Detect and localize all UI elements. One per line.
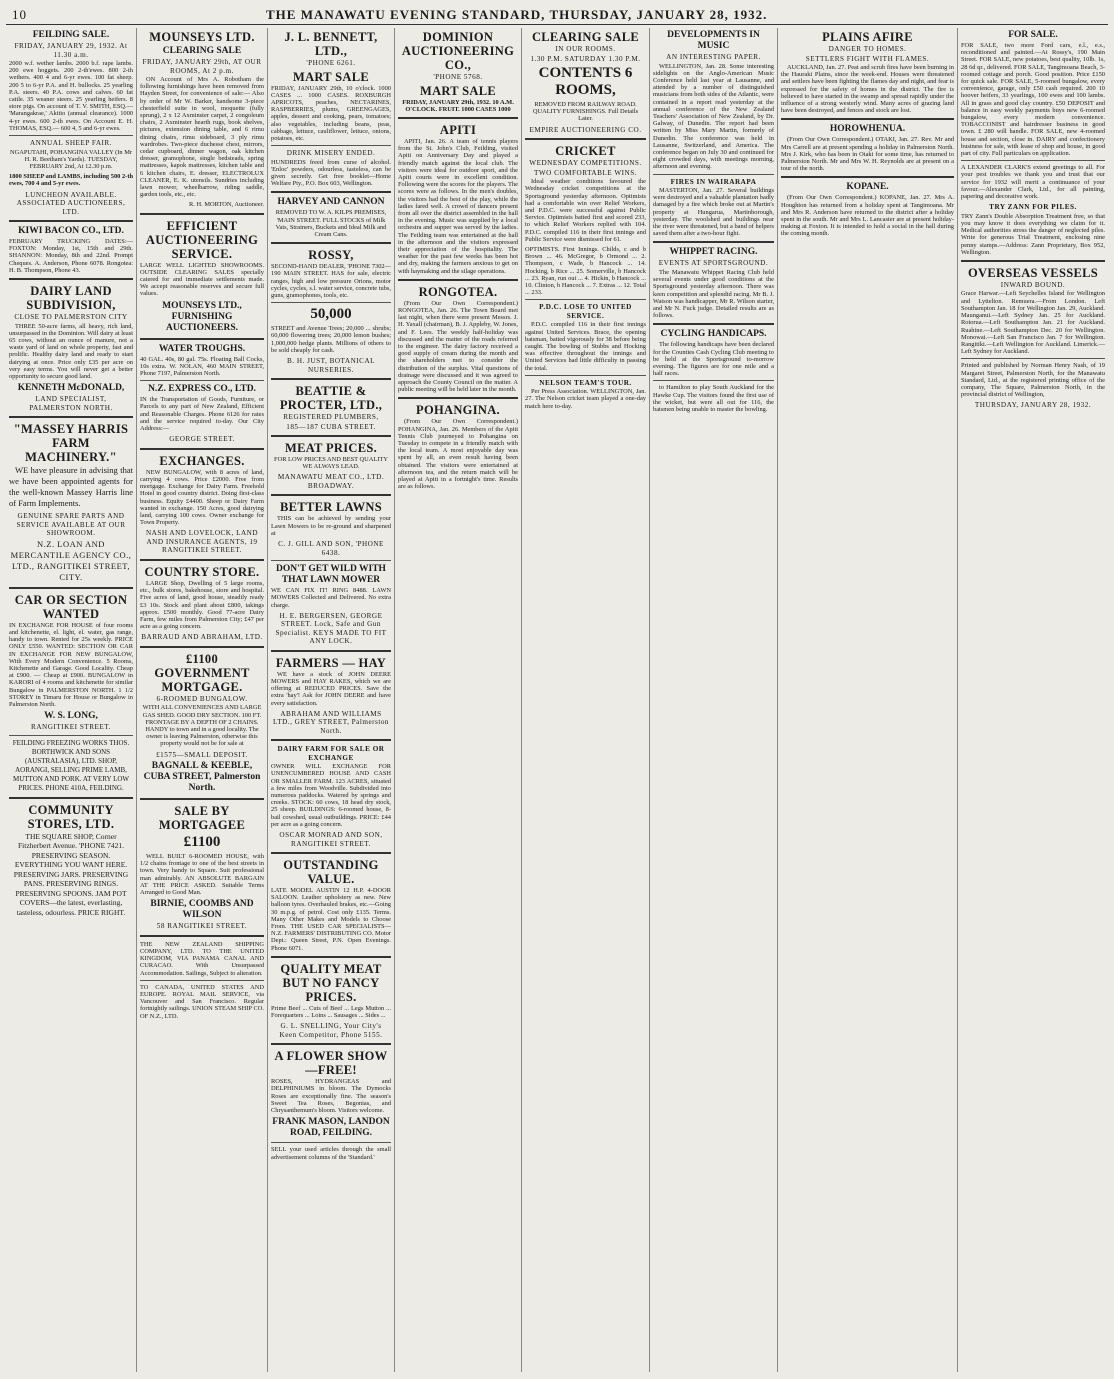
- divider: [140, 646, 264, 648]
- article-headline: DEVELOPMENTS IN MUSIC: [667, 30, 760, 51]
- ad-footer: ABRAHAM AND WILLIAMS LTD., GREY STREET, Palmerston North.: [272, 709, 390, 735]
- ad-title: ROSSY,: [308, 248, 354, 263]
- ad-body: THE SQUARE SHOP, Corner Fitzherbert Avenue. 'PHONE 7421. PRESERVING SEASON. EVERYTHING YOU WANT HERE. PRESERVING JARS. PRESERVING PANS. PRESERVING RINGS. PRESERVING SPOONS. JAM POT COVERS—the latest, everlasting, tasteless, odourless. PRICE RIGHT.: [13, 831, 129, 917]
- article-body: (From Our Own Correspondent.) POHANGINA, Jan. 26. Members of the Apiti Tennis Club journeyed to Pohangina on Tuesday to compete in a friendly match with the local team. A most enjoyable day was spent by all, an even result having been obtained. The visitors were entertained at afternoon tea, and the return match will be played at Apiti in a fortnight's time. Results are as follows.: [398, 418, 518, 491]
- divider: [140, 448, 264, 450]
- divider: [961, 358, 1105, 359]
- ad-body: WE have pleasure in advising that we have been appointed agents for the well-known Massey Harris line of Farm Implements.: [9, 465, 133, 509]
- divider: [140, 935, 264, 937]
- ad-body: REMOVED FROM RAILWAY ROAD. QUALITY FURNISHINGS. Full Details Later.: [532, 101, 639, 123]
- divider: [271, 494, 391, 496]
- ad-body: ON Account of Mrs A. Robotham the following furnishings have been removed from Hayden Street, for convenience of sale:— Also by order of Mr W. Barker, handsome 3-piece chesterfield suite in wool, moquette (fully sprung), 2 x 12 Axminster carpet, 2 congoleum chairs, 2 Axminster hearth rugs, book shelves, pictures, extension dining table, and 6 rimu dining chairs, rimu sideboard, 3 ply rimu wardrobes. Two-piece duchesse chest, mirrors, cedar cupboard, dinner wagon, oak kitchen dresser, gramophone, single bedsteads, spring mattresses, kapok mattresses, kitchen table and 6 kitchen chairs, E. dresser, ELECTROLUX CLEANER, E. K. utensils. Sundries including lawn mower, wheelbarrow, riding saddle, garden tools, etc., etc.: [140, 76, 264, 199]
- ad-title: BEATTIE & PROCTER, LTD.,: [279, 384, 383, 413]
- ad-title: £1100 GOVERNMENT MORTGAGE.: [154, 651, 250, 694]
- ad-title: ANNUAL SHEEP FAIR.: [29, 139, 112, 148]
- divider: [271, 378, 391, 380]
- divider: [653, 323, 774, 325]
- ad-footer: MOUNSEYS LTD., FURNISHING AUCTIONEERS.: [162, 300, 242, 333]
- ad-title: CAR OR SECTION WANTED: [14, 592, 128, 621]
- ad-subtitle: CLOSE TO PALMERSTON CITY: [14, 313, 128, 322]
- ad-subtitle: REGISTERED PLUMBERS,: [283, 413, 379, 422]
- divider: [781, 118, 954, 120]
- article-subhead: WEDNESDAY COMPETITIONS.: [529, 159, 642, 168]
- ad-title: "MASSEY HARRIS FARM MACHINERY.": [13, 422, 129, 465]
- scorecard: OPTIMISTS. First Innings. Childs, c and b Brown ... 46. McGregor, b Ormond ... 2. Thompson, c Wade, b Hancock ... 14. Hocking, b Rice ... 25. Somerville, b Hancock ... 23. Ryan, run out ... 4. Hickin, b Hancock ... 10. Clinton, b Hancock ... 7. Extras ... 12. Total ... 233.: [525, 245, 646, 297]
- divider: [271, 191, 391, 193]
- article-headline: POHANGINA.: [416, 403, 500, 418]
- ad-body: WITH ALL CONVENIENCES AND LARGE GAS SHED. GOOD DRY SECTION. 100 FT. FRONTAGE BY A DEPTH OF 2 CHAINS. HANDY to town and in a good locality. The owner is leaving Palmerston, otherwise this property would not be for sale at: [142, 704, 262, 748]
- divider: [271, 650, 391, 652]
- ad-body: LARGE Shop, Dwelling of 5 large rooms, etc., bulk stores, bakehouse, store and hospital. Five acres of land, good house, steadily ready £3 10s. Stock and plant about £800, takings approx. £500 monthly. Good 77-acre Dairy Farm, few miles from Palmerston City; £47 per acre as a going concern.: [140, 579, 264, 631]
- article-body: AUCKLAND, Jan. 27. Peat and scrub fires have been burning in the Hauraki Plains, since the week-end. Houses were threatened and settlers have been fighting the flames day and night, and fear is expressed for the safety of homes in the district. The fire is believed to have started in the swamp and spread rapidly under the influence of a strong westerly wind. Many acres of grazing land have been destroyed, and fences and stock are lost.: [781, 64, 954, 115]
- classified-body: FOR SALE, two more Ford cars, e.l., e.s., reconditioned and painted.—At Rossy's, 190 Main Street. FOR SALE, new potatoes, best quality, 10lb. 1s, 28 6d qr., delivered. FOR SALE, Tangimoana Beach, 3-roomed cottage and porch. Good position. Price £150 for quick sale. FOR SALE, 5-roomed bungalow, every convenience, garage, only £50 cash required. 200 10 hoover heifers, 33 yearlings, 100 ewes and 100 lambs. All in grass and good clay country. £50 DEPOSIT and balance in easy weekly payments buys new 6-roomed bungalow, every modern convenience. TOBACCONIST and hairdresser business in good town. £ 280 will handle. FOR SALE, new 4-roomed house and section, close in. DAIRY and confectionery business for sale, with lease of shop and house, in good part of city. Full particulars on application.: [961, 42, 1105, 158]
- divider: [140, 380, 264, 381]
- article-headline: RONGOTEA.: [418, 284, 498, 299]
- ad-footer: H. E. BERGERSEN, GEORGE STREET. Lock, Safe and Gun Specialist. KEYS MADE TO FIT ANY LOCK.: [275, 611, 387, 646]
- article-subhead: INWARD BOUND.: [1000, 280, 1066, 289]
- divider: [9, 135, 133, 136]
- divider: [271, 242, 391, 244]
- ad-body: NEW BUNGALOW, with 8 acres of land, carrying 4 cows. Price £2000. Free from mortgage. Exchange for Dairy Farm. Freehold Hotel in good country district. Doing first-class business. Equity £4400. Sheep or Dairy Farm wanted in exchange. 150 Acres, good dairying land, carrying 100 cows. Owner exchange for Town Property.: [140, 468, 264, 527]
- ad-body: A LEXANDER CLARK'S extend greetings to all. For your pest troubles we thank you and trust that our service for 1932 will merit a continuance of your favour.—Alexander Clark, Ltd., for all painting, papering and decorative work.: [961, 164, 1105, 201]
- ad-date: 1.30 P.M. SATURDAY 1.30 P.M.: [530, 54, 641, 63]
- ad-title: KENNETH McDONALD,: [17, 383, 125, 394]
- article-subhead: P.D.C. LOSE TO UNITED SERVICE.: [539, 303, 632, 320]
- article-body: MASTERTON, Jan. 27. Several buildings were destroyed and a valuable plantation badly damaged by a fire which broke out at Martin's property at Hungarua, Martinborough, yesterday. The woolshed and buildings near the river were threatened, but a band of helpers saved them after a two-hour fight.: [653, 187, 774, 238]
- ad-body: HUNDREDS freed from curse of alcohol. 'Enloc' powders, odourless, tasteless, can be given secretly. Get free booklet—Home Welfare Pty., P.O. Box 603, Wellington.: [271, 158, 391, 188]
- ad-body: WE CAN FIX IT! RING 8488. LAWN MOWERS Collected and Delivered. No extra charge.: [271, 587, 391, 609]
- article-body: Ideal weather conditions favoured the Wednesday cricket competitions at the Sportsground yesterday afternoon. Optimists had a comfortable win over Relief Workers, and P.D.C. were successful against Public Service. Optimists batted first and scored 233, to which Relief Workers replied with 104. P.D.C. compiled 116 in their first innings and Public Service were dismissed for 61.: [525, 178, 646, 243]
- ad-footer: LUNCHEON AVAILABLE. ASSOCIATED AUCTIONEERS, LTD.: [16, 190, 126, 216]
- ad-title: QUALITY MEAT BUT NO FANCY PRICES.: [280, 961, 382, 1004]
- ad-subtitle: CLEARING SALE: [162, 46, 242, 56]
- ad-subtitle: 58 RANGITIKEI STREET.: [156, 922, 248, 931]
- ad-title: W. S. LONG,: [44, 711, 98, 722]
- ad-body: WE have a stock of JOHN DEERE MOWERS and HAY RAKES, which we are offering at REDUCED PRICES. Save the extra 'hay'! Ask for JOHN DEERE and have every satisfaction.: [271, 670, 391, 707]
- article-subhead: TWO COMFORTABLE WINS.: [534, 168, 637, 177]
- ad-title: HARVEY AND CANNON: [277, 197, 385, 208]
- divider: [140, 213, 264, 215]
- ad-footer: BARRAUD AND ABRAHAM, LTD.: [141, 633, 263, 642]
- ad-title: TRY ZANN FOR PILES.: [989, 203, 1077, 212]
- ad-body: 40 GAL. 40s, 80 gal. 75s. Floating Ball Cocks, 10s extra. W. NOLAN, 460 MAIN STREET, Phone 7197, Palmerston North.: [140, 355, 264, 378]
- divider: [398, 397, 518, 399]
- ad-body: FRIDAY, JANUARY 29th, 1932. 10 A.M. O'CLOCK. FRUIT. 1000 CASES 1000: [402, 98, 514, 113]
- ad-footer: MANAWATU MEAT CO., LTD. BROADWAY.: [277, 473, 385, 490]
- article-body: WELLINGTON, Jan. 28. Some interesting sidelights on the Anglo-American Music Conference held last year at Lausanne, and attended by a number of distinguished musicians from both sides of the Atlantic, were contained in a report read yesterday at the annual conference of the New Zealand Teachers' Association of New Zealand, by Dr. Galway, of Dunedin. The report had been written by Miss Mary Martin, formerly of Dunedin. The conference was held in Lausanne, Switzerland, and America. The conference began on July 30 and continued for eight crowded days, with meetings morning, afternoon and evening.: [653, 62, 774, 171]
- ad-title: FEILDING SALE.: [32, 30, 110, 40]
- divider: [653, 380, 774, 381]
- ad-footer: NASH AND LOVELOCK, LAND AND INSURANCE AGENTS, 19 RANGITIKEI STREET.: [145, 529, 259, 555]
- ad-title: DON'T GET WILD WITH THAT LAWN MOWER: [276, 564, 386, 586]
- article-body: to Hamilton to play South Auckland for the Hawke Cup. The visitors found the first use of the wicket, but were all out for 116, the batsmen being unable to master the bowling.: [653, 384, 774, 414]
- article-subhead: AN INTERESTING PAPER.: [666, 53, 761, 61]
- ad-body: STREET and Avenue Trees; 20,000 ... shrubs; 60,000 flowering trees; 20,000 lemon bushes; 1,000,000 hedge plants. Millions of others to be sold cheaply for cash.: [271, 325, 391, 354]
- ad-body: SELL your used articles through the small advertisement columns of the 'Standard.': [271, 1146, 391, 1161]
- ad-title: DRINK MISERY ENDED.: [286, 149, 376, 158]
- divider: [9, 797, 133, 799]
- divider: [653, 174, 774, 175]
- article-headline: OVERSEAS VESSELS: [968, 265, 1098, 280]
- ad-footer: BAGNALL & KEEBLE, CUBA STREET, Palmerston North.: [143, 761, 261, 794]
- ad-body: FEILDING FREEZING WORKS THOS. BORTHWICK AND SONS (AUSTRALASIA), LTD. SHOP, AORANGI, SELLING PRIME LAMB, MUTTON AND PORK. AT VERY LOW PRICES. PHONE 410A, FEILDING.: [12, 738, 130, 792]
- ad-title: BETTER LAWNS: [280, 500, 382, 515]
- ad-date: FRIDAY, JANUARY 29, 1932. At 11.30 a.m.: [14, 42, 128, 59]
- ad-footer: R. H. MORTON, Auctioneer.: [189, 201, 264, 209]
- divider: [271, 852, 391, 854]
- divider: [271, 1142, 391, 1143]
- article-body: (From Our Own Correspondent.) KOPANE, Jan. 27. Mrs A. Houghton has returned from a holiday spent at Tangimoana. Mr and Mrs R. Anderson have returned to the district after a holiday spent in the south. Mr and Mrs L. Lancaster are at present holiday-making at Foxton. It is intended to hold a social in the hall during the coming month.: [781, 194, 954, 238]
- ad-phone: 'PHONE 5768.: [433, 73, 483, 81]
- shipping-list: Grace Harwar.—Left Seychelles Island for Wellington and Lyttelton. Remuera.—From London. Left Southampton Jan. 18 for Wellington Jan. 29, Auckland. Maunganui.—Left Sydney Jan. 25 for Auckland. Rotorua.—Left Southampton Jan. 21 for Auckland. Ruahine.—Left Southampton Dec. 20 for Wellington. Monowai.—Left San Francisco Jan. 7 for Wellington. Rangitiki.—Left Wellington for Auckland. Limerick.—Left Sydney for Auckland.: [961, 290, 1105, 356]
- ad-title: SALE BY MORTGAGEE: [158, 804, 246, 833]
- ad-subtitle: LAND SPECIALIST, PALMERSTON NORTH.: [29, 395, 113, 412]
- ad-body: LARGE WELL LIGHTED SHOWROOMS. OUTSIDE CLEARING SALES specially catered for and immediate settlements made. We accept reasonable reserves and secure full values.: [140, 261, 264, 298]
- ad-title: CLEARING SALE: [531, 30, 640, 44]
- divider: [271, 435, 391, 437]
- ad-footer: FRANK MASON, LANDON ROAD, FEILDING.: [272, 1117, 390, 1139]
- page-header: [6, 4, 1108, 25]
- divider: [140, 980, 264, 981]
- ad-title: OUTSTANDING VALUE.: [283, 858, 379, 887]
- ad-number: 50,000: [310, 306, 352, 323]
- divider: [271, 560, 391, 561]
- ad-subtitle: 6-ROOMED BUNGALOW.: [156, 694, 248, 703]
- ad-subtitle: RANGITIKEI STREET.: [31, 723, 111, 732]
- ad-body: 2000 w.f. wether lambs. 2000 b.f. rape lambs. 200 ewe hoggets. 200 2-th'ewes. 800 2-th wethers. 400 4 and 6-yr ewes. 100 fat sheep. 200 5 to 6-yr P.A. and H. bullocks. 25 yearling P.A. steers. 40 P.A. cows and calves. 60 fat cattle. 35 weaner steers. 25 yearling heifers. 8 store pigs. On account of T. V. SMITH, ESQ.— 'Marangakrae,' Akitio (annual clearance). 1000 4-yr ewes. 600 2-th ewes. On Account E. H. THOMAS, ESQ.— 600 4, 5 and 6-yr ewes.: [9, 60, 133, 132]
- ad-title: WATER TROUGHS.: [158, 343, 246, 354]
- ad-footer: C. J. GILL AND SON, 'PHONE 6438.: [278, 540, 384, 557]
- column-2: [137, 28, 268, 1372]
- ad-body: OWNER WILL EXCHANGE FOR UNENCUMBERED HOUSE AND CASH OR SMALLER FARM. 123 ACRES, situated a few miles from Woodville. Subdivided into numerous paddocks. Watered by springs and creeks. STOCK: 60 cows, 18 head dry stock, 25 sheep. BUILDINGS: 6-roomed house, 8-bail cowshed, usual outbuildings. PRICE: £44 per acre as a going concern.: [271, 763, 391, 828]
- ad-body: 1800 SHEEP and LAMBS, including 500 2-th ewes, 700 4 and 5-yr ewes.: [9, 173, 133, 188]
- article-body: (From Our Own Correspondent.) OTAKI, Jan. 27. Rev. Mr and Mrs Carrell are at present spending a holiday in Palmerston North. Mrs J. Kirk, who has been in Otaki for some time, has returned to Palmerston North. Mr and Mrs W. H. Reynolds are at present on a tour of the north.: [781, 136, 954, 173]
- divider: [525, 138, 646, 140]
- ad-body: THREE 50-acre farms, all heavy, rich land, unsurpassed in the Dominion. Will dairy at least 65 cows, without an ounce of manure, not a waste yard of land on whole property, fast and prolific. Healthy dairy land and ready to start dairying at once. Price only £35 per acre on very easy terms. You will never get a better opportunity to secure good land.: [9, 322, 133, 380]
- divider: [9, 735, 133, 736]
- article-headline: CYCLING HANDICAPS.: [660, 329, 767, 340]
- ad-title: KIWI BACON CO., LTD.: [18, 226, 124, 237]
- ad-footer: OSCAR MONRAD AND SON, RANGITIKEI STREET.: [279, 831, 383, 848]
- shipping-notice: THE NEW ZEALAND SHIPPING COMPANY, LTD. TO THE UNITED KINGDOM, VIA PANAMA CANAL AND CURACAO. With Unsurpassed Accommodation. Sailings, Subject to alteration.: [140, 940, 264, 977]
- article-body: P.D.C. compiled 116 in their first innings against United Services. Brace, the opening batsman, batted vigorously for 38 before being caught. The bowling of Stubbs and Hocking was effective throughout the innings and United Services had little difficulty in passing the total.: [525, 321, 646, 372]
- ad-footer: N.Z. LOAN AND MERCANTILE AGENCY CO., LTD., RANGITIKEI STREET, CITY.: [10, 538, 132, 582]
- divider: [525, 375, 646, 376]
- imprint: Printed and published by Norman Henry Nash, of 19 Margaret Street, Palmerston North, for the Manawatu Standard, Ltd., at the registered printing office of the company, The Square, Palmerston North, in the provincial district of Wellington,: [961, 362, 1105, 399]
- ad-footer: B. H. JUST, BOTANICAL NURSERIES.: [286, 357, 376, 374]
- ad-body: SECOND-HAND DEALER, 'PHONE 7302—190 MAIN STREET. HAS for sale, electric ranges, high and low pressure Orions, motor cycles, cycles, s.l. water service, concrete tubs, guns, gramophones, tools, etc.: [271, 263, 391, 300]
- divider: [271, 739, 391, 741]
- ad-date: FRIDAY, JANUARY 29th, AT OUR ROOMS, At 2 p.m.: [142, 58, 262, 75]
- ad-title: EXCHANGES.: [159, 453, 245, 468]
- ad-title: DAIRY FARM FOR SALE OR EXCHANGE: [277, 745, 385, 762]
- article-subhead: DANGER TO HOMES.: [828, 45, 907, 53]
- ad-body: THIS can be achieved by sending your Lawn Mowers to be re-ground and sharpened at: [271, 515, 391, 537]
- ad-title: FARMERS — HAY: [275, 655, 387, 670]
- divider: [961, 160, 1105, 161]
- divider: [398, 279, 518, 281]
- ad-subtitle: IN OUR ROOMS.: [555, 45, 616, 53]
- divider: [271, 302, 391, 303]
- ad-body: ROSES, HYDRANGEAS and DELPHINIUMS in bloom. The Dymocks Roses are exceptionally fine. The season's Sweet Tea Roses, Begonias, and Chrysanthemum's bloom. Visitors welcome.: [271, 1078, 391, 1115]
- ad-title: MEAT PRICES.: [284, 441, 378, 456]
- ad-footer: EMPIRE AUCTIONEERING CO.: [529, 125, 642, 134]
- article-headline: PLAINS AFIRE: [822, 30, 913, 44]
- ad-title: COUNTRY STORE.: [144, 564, 260, 579]
- article-headline: KOPANE.: [846, 182, 889, 193]
- ad-body: WELL BUILT 6-ROOMED HOUSE, with 1/2 chains frontage to one of the best streets in town. Very handy to Square. Suit professional man admirably. AN ABSOLUTE BARGAIN AT THE PRICE ASKED. Suitable Terms Arranged to Good Man.: [140, 853, 264, 897]
- ad-body: IN EXCHANGE FOR HOUSE of four rooms and kitchenette, el. light, el. water, gas range, handy to town. Rented for 25s weekly. PRICE ONLY £550. WANTED: SECTION OR CAR IN EXCHANGE FOR NEW BUNGALOW, With Every Modern Convenience. 5 Rooms, Kitchenette and Garage. Good Locality. Cheap at £900. — Cheap at £900. BUNGALOW in KARORI of 4 rooms and kitchenette for similar Bungalow in PALMERSTON NORTH. 1 1/2 STOREY in Timaru for House or Bungalow in Palmerston North.: [9, 621, 133, 708]
- column-5: [522, 28, 650, 1372]
- article-body: APITI, Jan. 26. A team of tennis players from the St. John's Club, Feilding, visited Apiti on Anniversary Day and played a friendly match against the local club. The visitors were ideal for outdoor sport, and the Apiti courts were in excellent condition. Following were the scores for the players. The scores were as follows. In the men's doubles, the visitors had the best of the play, while the ladies fared well. A crowd of dancers present from all over the district assembled in the hall in the evening. Music was supplied by a local orchestra and supper was served by the ladies. The Feilding team was entertained at the hall in the afternoon and the visitors expressed their appreciation of the hospitality. The weather for the past few weeks has been hot and dry, making the farmers anxious to get on with haymaking and the silage operations.: [398, 137, 518, 275]
- ad-title: N.Z. EXPRESS CO., LTD.: [148, 384, 256, 395]
- ad-headline: CONTENTS 6 ROOMS,: [538, 65, 633, 98]
- ad-title: DOMINION AUCTIONEERING CO.,: [401, 30, 515, 72]
- ad-price: £1575—SMALL DEPOSIT.: [156, 750, 248, 759]
- divider: [9, 587, 133, 589]
- page-number: 10: [12, 7, 27, 22]
- ad-subtitle: MART SALE: [419, 83, 496, 98]
- divider: [961, 260, 1105, 262]
- divider: [9, 278, 133, 280]
- divider: [271, 1043, 391, 1045]
- article-body: The following handicaps have been declared for the Counties Cash Cycling Club meeting to be held at the Sportsground to-morrow evening. The figures are for one mile and a half races.: [653, 341, 774, 378]
- divider: [781, 176, 954, 178]
- shipping-notice: TO CANADA, UNITED STATES AND EUROPE. ROYAL MAIL SERVICE, via Vancouver and San Francisco. Regular fortnightly sailings. UNION STEAM SHIP CO. OF N.Z., LTD.: [140, 983, 264, 1020]
- ad-price: £1100: [183, 834, 221, 851]
- column-8: [958, 28, 1108, 1372]
- ad-body: REMOVED TO W. A. KILPS PREMISES, 'MAIN STREET. FULL STOCKS of Milk Vats, Strainers, Buckets and Ideal Milk and Cream Cans.: [275, 209, 387, 239]
- ad-body: Prime Beef ... Cuts of Beef ... Legs Mutton ... Forequarters ... Loins ... Sausages ... Sides ...: [271, 1004, 391, 1020]
- ad-title: EFFICIENT AUCTIONEERING SERVICE.: [145, 218, 259, 261]
- divider: [9, 220, 133, 222]
- ad-footer: G. L. SNELLING, Your City's Keen Competitor, Phone 5155.: [279, 1022, 383, 1039]
- ad-title: COMMUNITY STORES, LTD.: [27, 802, 115, 831]
- ad-body: TRY Zann's Double Absorption Treatment free, so that you may know it does everything we claim for it. Medical authorities stress the danger of neglected piles. Write for generous Trial Treatment, enclosing nine penny stamps.—Address: Zann Proprietary, Box 952, Wellington.: [961, 212, 1105, 256]
- divider: [140, 338, 264, 340]
- article-body: Per Press Association. WELLINGTON, Jan. 27. The Nelson cricket team played a one-day match here to-day.: [525, 388, 646, 410]
- ad-subtitle: MART SALE: [292, 69, 369, 84]
- divider: [271, 956, 391, 958]
- column-3: [268, 28, 395, 1372]
- divider: [525, 299, 646, 300]
- ad-subtitle: GENUINE SPARE PARTS AND SERVICE AVAILABLE AT OUR SHOWROOM.: [16, 512, 126, 538]
- ad-body: IN the Transportation of Goods, Furniture, or Parcels to any part of New Zealand, Efficient and Reasonable Charges. Phone 6126 for rates and the service required to-day. Our City Address:—: [140, 396, 264, 433]
- masthead: THE MANAWATU EVENING STANDARD, THURSDAY, JANUARY 28, 1932.: [266, 7, 768, 22]
- article-headline: CRICKET: [555, 144, 616, 159]
- ad-body: FEBRUARY TRUCKING DATES:— FOXTON: Monday, 1st, 15th and 29th. SHANNON: Monday, 8th and 22nd. Prompt Cheques. A. Anderson, Phone 6078. Rongotea: H. B. Thompson, Phone 43.: [9, 238, 133, 274]
- ad-body: LATE MODEL AUSTIN 12 H.P. 4-DOOR SALOON. Leather upholstery as new. New balloon tyres. Overhauled brakes, etc.—Going 30 m.p.g. of petrol. Cost only £135. Terms. Many Other Makes and Models to Choose From. THE USED CAR SPECIALISTS— N.Z. FARMERS' DISTRIBUTING CO. Motor Dept.: Queen Street, P.N. Open Evenings. Phone 6071.: [271, 887, 391, 952]
- article-headline: HOROWHENUA.: [829, 124, 906, 135]
- ad-phone: 'PHONE 6261.: [306, 59, 356, 67]
- column-1: [6, 28, 137, 1372]
- ad-title: DAIRY LAND SUBDIVISION,: [26, 284, 116, 313]
- ad-title: MOUNSEYS LTD.: [149, 30, 255, 44]
- ad-footer: GEORGE STREET.: [169, 435, 235, 444]
- classified-title: FOR SALE.: [1008, 30, 1058, 40]
- ad-title: J. L. BENNETT, LTD.,: [284, 30, 378, 58]
- column-6: [650, 28, 778, 1372]
- article-headline: APITI: [439, 122, 477, 137]
- divider: [9, 416, 133, 418]
- divider: [653, 241, 774, 243]
- divider: [140, 559, 264, 561]
- divider: [271, 145, 391, 146]
- column-7: [778, 28, 958, 1372]
- article-body: (From Our Own Correspondent.) RONGOTEA, Jan. 26. The Town Board met last night, when there were present Messrs. J. H. Yaxall (chairman), B. J. Appleby, W. Jones, and F. Lees. The weekly half-holiday was discussed and the matter of the roads referred to the engineer. The dairy factory received a good supply of cream during the month and the shareholders met to consider the distribution of the surplus. Vital questions of drainage were discussed and it was agreed to approach the County Council on the matter. A public meeting will be held later in the month.: [398, 299, 518, 394]
- divider: [398, 117, 518, 119]
- ad-body: FRIDAY, JANUARY 29th, 10 o'clock. 1000 CASES ... 1000 CASES. ROXBURGH APRICOTS, peaches, NECTARINES, RASPBERRIES, plums, GREENGAGES, apples, dessert and cooking, pears, tomatoes; also vegetables, including beans, peas, cabbage, lettuce, cauliflower, lettuce, onions, potatoes, etc.: [271, 84, 391, 142]
- ad-body: FOR LOW PRICES AND BEST QUALITY WE ALWAYS LEAD.: [274, 456, 388, 471]
- ad-title: A FLOWER SHOW—FREE!: [274, 1049, 388, 1078]
- divider: [140, 798, 264, 800]
- ad-footer: 185—187 CUBA STREET.: [286, 422, 376, 431]
- article-headline: WHIPPET RACING.: [669, 247, 758, 258]
- article-headline: FIRES IN WAIRARAPA: [670, 177, 757, 186]
- article-body: The Manawatu Whippet Racing Club held several events under good conditions at the Sportsground yesterday afternoon. There was keen competition and splendid racing. Mr B. J. Watson was handicapper, Mr R. Wilson starter, and Mr N. Fuck judge. Detailed results are as follows.: [653, 268, 774, 320]
- article-subhead: EVENTS AT SPORTSGROUND.: [658, 259, 769, 268]
- imprint-date: THURSDAY, JANUARY 28, 1932.: [974, 401, 1092, 410]
- article-subhead: SETTLERS FIGHT WITH FLAMES.: [805, 54, 930, 63]
- article-subhead: NELSON TEAM'S TOUR.: [539, 378, 632, 387]
- column-4: [395, 28, 522, 1372]
- ad-body: NGAPUTAHI, POHANGINA VALLEY (In Mr H. R. Beetham's Yards). TUESDAY, FEBRUARY 2nd, At 12.30 p.m.: [9, 148, 133, 170]
- ad-title: BIRNIE, COOMBS AND WILSON: [150, 899, 254, 921]
